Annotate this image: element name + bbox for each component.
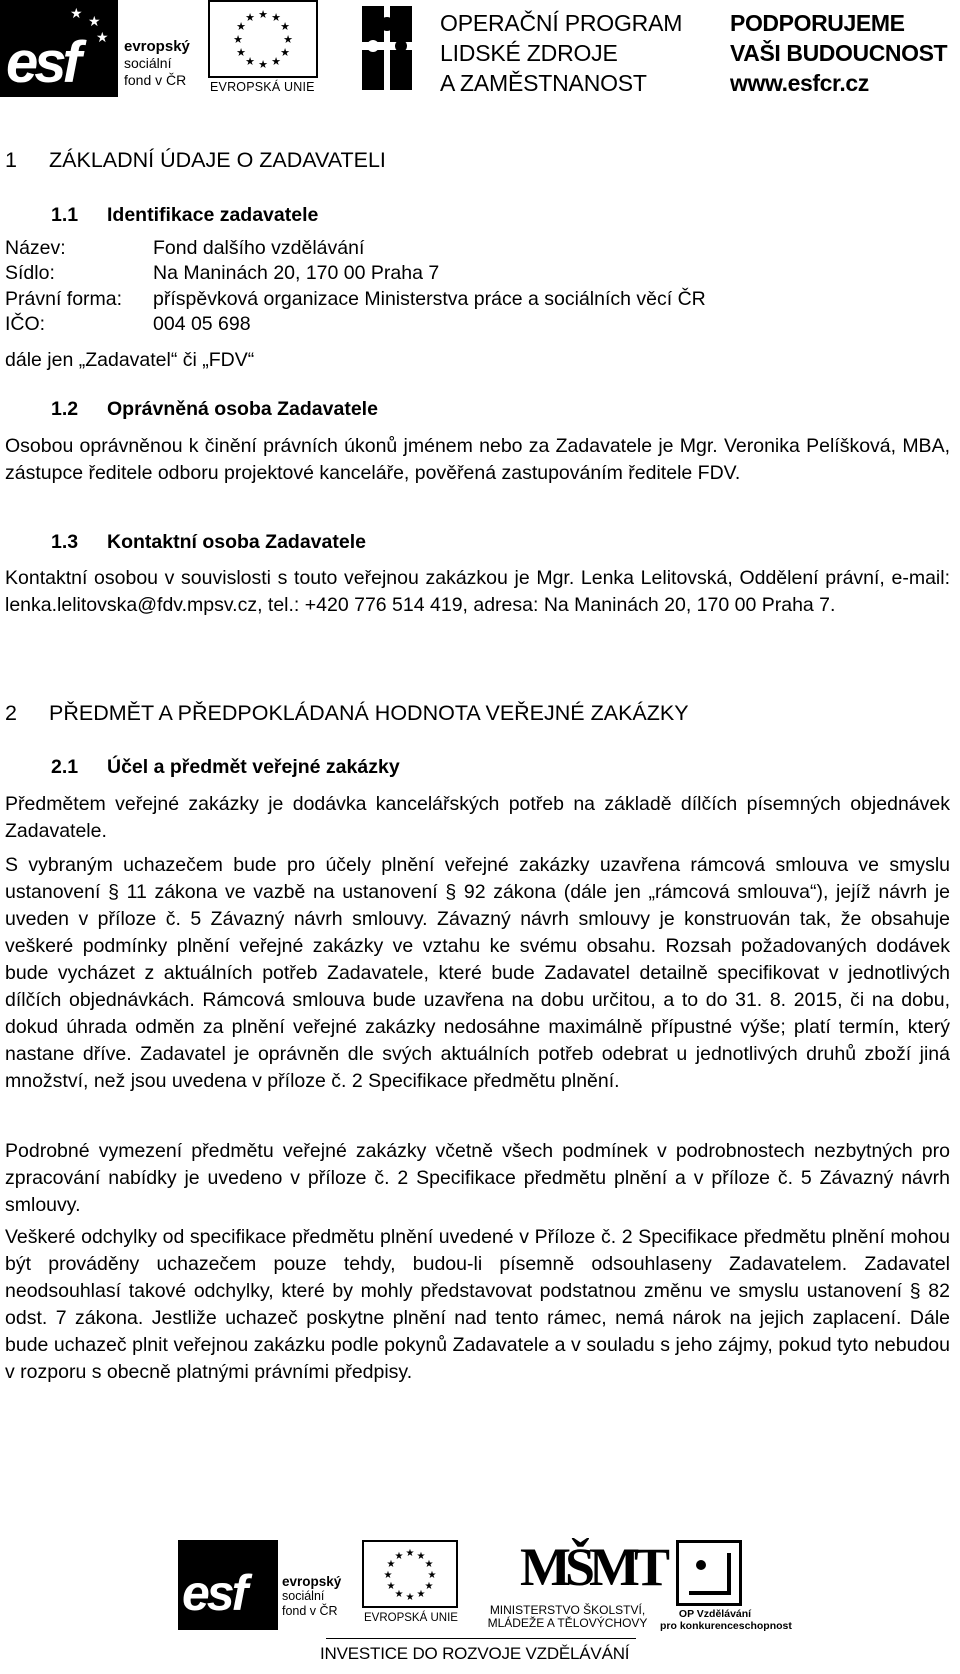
subsection-1-3-heading (51, 531, 366, 554)
info-value: Na Maninách 20, 170 00 Praha 7 (153, 262, 440, 284)
info-row-legal-form (5, 288, 706, 311)
subsection-2-1-heading (51, 756, 400, 779)
eu-flag-icon (362, 1540, 458, 1608)
svg-text:★: ★ (386, 1559, 396, 1570)
paragraph-framework-agreement: S vybraným uchazečem bude pro účely plnění veřejné zakázky uzavřena rámcová smlouva ve smyslu ustanovení § 11 zákona ve vazbě na ustanovení § 92 zákona (dále jen „rámcová smlouva“), jejíž návrh je uveden v příloze č. 5 Závazný návrh smlouvy. Závazný návrh smlouvy je konstruován tak, že obsahuje veškeré podmínky plnění veřejné zakázky ve vztahu ke svému obsahu. Rozsah požadovaných dodávek bude vycházet z aktuálních potřeb Zadavatele, které bude Zadavatel detailně specifikovat v jednotlivých dílčích objednávkách. Rámcová smlouva bude uzavřena na dobu určitou, a to do 31. 8. 2015, či na dobu, dokud úhrada odměn za plnění veřejné zakázky nedosáhne maximálně přípustné výše; platí termín, který nastane dříve. Zadavatel je oprávněn dle svých aktuálních potřeb odebrat u jednotlivých druhů zboží jiná množství, než jsou uvedena v příloze č. 2 Specifikace předmětu plnění. (5, 854, 950, 1092)
msmt-logo-mark: MŠMT (520, 1537, 664, 1597)
svg-text:★: ★ (236, 20, 246, 33)
eu-logo (208, 0, 338, 100)
footer-logo-bar (0, 1537, 960, 1674)
op-vk-logo-mark (676, 1540, 742, 1606)
footer-esf-line1: evropský (282, 1574, 342, 1589)
svg-text:★: ★ (280, 46, 290, 59)
section-1-heading (5, 148, 386, 173)
footer-eu-logo (362, 1540, 472, 1630)
footer-esf-line2: sociální (282, 1589, 325, 1603)
msmt-name (480, 1604, 655, 1630)
footer-esf-letters: esf (182, 1565, 246, 1621)
info-key: Právní forma: (5, 288, 123, 310)
svg-text:★: ★ (233, 33, 243, 46)
esf-line1: evropský (124, 38, 190, 55)
slogan-block (730, 8, 947, 98)
subsection-number: 1.1 (51, 204, 79, 226)
esf-logo-mark (0, 0, 118, 97)
svg-text:★: ★ (394, 1589, 404, 1600)
info-row-name (5, 237, 364, 260)
star-icon: ★ (96, 29, 109, 45)
svg-text:★: ★ (405, 1592, 415, 1603)
puzzle-icon (360, 2, 416, 94)
section-2-heading (5, 701, 689, 726)
subsection-number: 2.1 (51, 756, 79, 778)
section-number: 2 (5, 701, 17, 725)
op-vk-label (660, 1608, 792, 1632)
star-icon: ★ (88, 13, 101, 29)
esf-line3: fond v ČR (124, 72, 187, 88)
svg-text:★: ★ (280, 20, 290, 33)
op-lzz-title (440, 8, 682, 98)
section-title: ZÁKLADNÍ ÚDAJE O ZADAVATELI (49, 148, 386, 172)
op-line2: LIDSKÉ ZDROJE (440, 40, 618, 66)
svg-text:★: ★ (424, 1559, 434, 1570)
footer-esf-text (282, 1574, 341, 1619)
website-link[interactable]: www.esfcr.cz (730, 70, 869, 96)
svg-text:★: ★ (245, 11, 255, 24)
svg-text:★: ★ (405, 1548, 415, 1559)
info-key: Sídlo: (5, 262, 55, 284)
footer-esf-line3: fond v ČR (282, 1604, 338, 1618)
svg-text:★: ★ (424, 1581, 434, 1592)
info-key: Název: (5, 237, 66, 259)
subsection-1-2-heading (51, 398, 378, 421)
footer-divider (326, 1638, 636, 1639)
info-value: Fond dalšího vzdělávání (153, 237, 365, 259)
svg-text:★: ★ (271, 55, 281, 68)
svg-text:★: ★ (394, 1551, 404, 1562)
svg-text:★: ★ (386, 1581, 396, 1592)
esf-logo (0, 0, 200, 100)
svg-text:★: ★ (416, 1589, 426, 1600)
info-row-ico (5, 313, 251, 336)
info-key: IČO: (5, 313, 46, 335)
eu-flag-icon (208, 0, 318, 78)
svg-text:★: ★ (283, 33, 293, 46)
info-row-seat (5, 262, 439, 285)
subsection-title: Identifikace zadavatele (107, 204, 319, 226)
subsection-1-1-heading (51, 204, 318, 227)
svg-text:★: ★ (271, 11, 281, 24)
svg-text:★: ★ (236, 46, 246, 59)
slogan-line1: PODPORUJEME (730, 10, 905, 36)
esf-logo-text (124, 38, 190, 89)
svg-text:★: ★ (383, 1570, 393, 1581)
paragraph-detailed-specification: Podrobné vymezení předmětu veřejné zakázky včetně všech podmínek v podrobnostech nezbytných pro zpracování nabídky je uvedeno v příloze č. 2 Specifikace předmětu plnění a v příloze č. 5 Závazný návrh smlouvy. (5, 1140, 950, 1216)
abbreviation-note: dále jen „Zadavatel“ či „FDV“ (5, 349, 255, 371)
svg-text:★: ★ (245, 55, 255, 68)
footer-eu-label: EVROPSKÁ UNIE (364, 1612, 458, 1624)
slogan-line2: VAŠI BUDOUCNOST (730, 40, 948, 66)
op-vk-line2: pro konkurenceschopnost (660, 1620, 792, 1632)
svg-text:★: ★ (258, 58, 268, 71)
star-icon: ★ (70, 5, 83, 21)
paragraph-subject: Předmětem veřejné zakázky je dodávka kancelářských potřeb na základě dílčích písemných objednávek Zadavatele. (5, 793, 950, 842)
eu-label: EVROPSKÁ UNIE (210, 80, 315, 94)
op-vk-logo (660, 1540, 792, 1635)
contact-person-paragraph: Kontaktní osobou v souvislosti s touto veřejnou zakázkou je Mgr. Lenka Lelitovská, Oddělení právní, e-mail: lenka.lelitovska@fdv.mpsv.cz, tel.: +420 776 514 419, adresa: Na Maninách 20, 170 00 Praha 7. (5, 567, 950, 616)
authorized-person-paragraph: Osobou oprávněnou k činění právních úkonů jménem nebo za Zadavatele je Mgr. Veronika Pelíšková, MBA, zástupce ředitele odboru projektové kanceláře, pověřená zastupováním ředitele FDV. (5, 435, 950, 484)
svg-text:★: ★ (416, 1551, 426, 1562)
paragraph-deviations: Veškeré odchylky od specifikace předmětu plnění uvedené v Příloze č. 2 Specifikace předmětu plnění mohou být prováděny uchazečem pouze tehdy, budou-li písemně odsouhlaseny Zadavatelem. Zadavatel neodsouhlasí takové odchylky, které by mohly představovat podstatnou změnu ve smyslu ustanovení § 82 odst. 7 zákona. Jestliže uchazeč poskytne plnění nad tento rámec, nemá nárok na jejich zaplacení. Dále bude uchazeč plnit veřejnou zakázku podle pokynů Zadavatele a v souladu s jeho zájmy, pokud tyto nebudou v rozporu s obecně platnými právními předpisy. (5, 1226, 950, 1383)
op-vk-line1: OP Vzdělávání (678, 1608, 752, 1620)
op-line1: OPERAČNÍ PROGRAM (440, 10, 683, 36)
msmt-line1: MINISTERSTVO ŠKOLSTVÍ, (489, 1603, 646, 1617)
op-line3: A ZAMĚSTNANOST (440, 70, 647, 96)
subsection-title: Účel a předmět veřejné zakázky (107, 756, 400, 778)
header-logo-bar (0, 0, 960, 105)
esf-line2: sociální (124, 55, 172, 71)
msmt-logo (480, 1537, 664, 1635)
svg-text:★: ★ (427, 1570, 437, 1581)
info-value: příspěvková organizace Ministerstva práce a sociálních věcí ČR (153, 288, 706, 310)
footer-esf-logo-mark (178, 1540, 278, 1630)
subsection-title: Oprávněná osoba Zadavatele (107, 398, 378, 420)
subsection-title: Kontaktní osoba Zadavatele (107, 531, 366, 553)
msmt-line2: MLÁDEŽE A TĚLOVÝCHOVY (487, 1616, 648, 1630)
subsection-number: 1.3 (51, 531, 79, 553)
svg-text:★: ★ (258, 8, 268, 21)
footer-slogan: INVESTICE DO ROZVOJE VZDĚLÁVÁNÍ (320, 1644, 630, 1663)
section-title: PŘEDMĚT A PŘEDPOKLÁDANÁ HODNOTA VEŘEJNÉ ZAKÁZKY (49, 701, 689, 725)
esf-letters: esf (6, 30, 78, 95)
section-number: 1 (5, 148, 17, 172)
subsection-number: 1.2 (51, 398, 79, 420)
info-value: 004 05 698 (153, 313, 251, 335)
